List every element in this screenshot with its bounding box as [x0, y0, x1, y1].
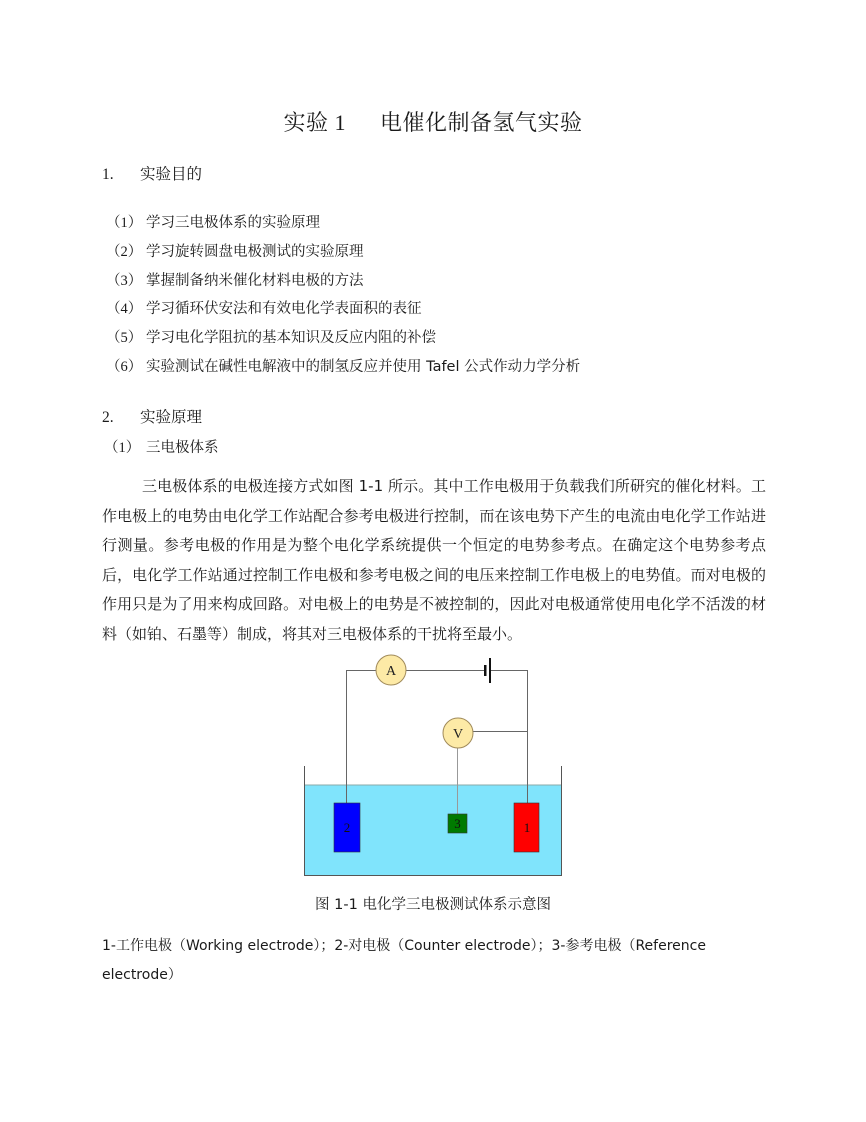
list-item-text: 掌握制备纳米催化材料电极的方法: [146, 273, 364, 289]
figure-legend: [102, 932, 766, 990]
subsection-number: （1）: [104, 440, 141, 456]
section-number: 1.: [102, 166, 114, 183]
subsection-title: 三电极体系: [146, 440, 219, 456]
list-item-number: （4）: [106, 301, 143, 317]
list-item-text: 学习循环伏安法和有效电化学表面积的表征: [146, 301, 422, 317]
list-item-text: 学习旋转圆盘电极测试的实验原理: [146, 244, 364, 260]
ammeter-label: A: [385, 664, 397, 679]
paragraph-text: 三电极体系的电极连接方式如图 1-1 所示。其中工作电极用于负载我们所研究的催化材料。工作电极上的电势由电化学工作站配合参考电极进行控制，而在该电势下产生的电流由电化学工作站进行测量。参考电极的作用是为整个电化学系统提供一个恒定的电势参考点。在确定这个电势参考点后，电化学工作站通过控制工作电极和参考电极之间的电压来控制工作电极上的电势值。而对电极的作用只是为了用来构成回路。对电极上的电势是不被控制的，因此对电极通常使用电化学不活泼的材料（如铂、石墨等）制成，将其对三电极体系的干扰将至最小。: [102, 477, 766, 643]
section-title: 实验目的: [140, 165, 203, 183]
voltmeter-label: V: [452, 727, 464, 742]
list-item-number: （5）: [106, 330, 143, 346]
list-item-number: （6）: [106, 359, 143, 375]
figure-caption: 图 1-1 电化学三电极测试体系示意图: [315, 897, 551, 913]
list-item-number: （1）: [106, 215, 143, 231]
wire-right: [491, 671, 528, 804]
section-title: 实验原理: [140, 408, 203, 426]
section-number: 2.: [102, 409, 114, 426]
list-item-text: 学习三电极体系的实验原理: [146, 215, 320, 231]
experiment-number: 实验 1: [283, 110, 346, 135]
wire-left: [347, 671, 377, 804]
list-item-number: （2）: [106, 244, 143, 260]
list-item-text: 实验测试在碱性电解液中的制氢反应并使用 Tafel 公式作动力学分析: [146, 359, 581, 375]
counter-electrode-label: 2: [343, 820, 351, 835]
working-electrode-label: 1: [523, 820, 531, 835]
list-item-text: 学习电化学阻抗的基本知识及反应内阻的补偿: [146, 330, 436, 346]
legend-text: 1-工作电极（Working electrode）；2-对电极（Counter electrode）；3-参考电极（Reference electrode）: [102, 938, 706, 983]
battery-long-plate: [489, 658, 491, 683]
battery-short-plate: [484, 665, 487, 676]
reference-electrode-label: 3: [454, 816, 461, 831]
list-item-number: （3）: [106, 273, 143, 289]
experiment-title: 电催化制备氢气实验: [380, 111, 583, 136]
